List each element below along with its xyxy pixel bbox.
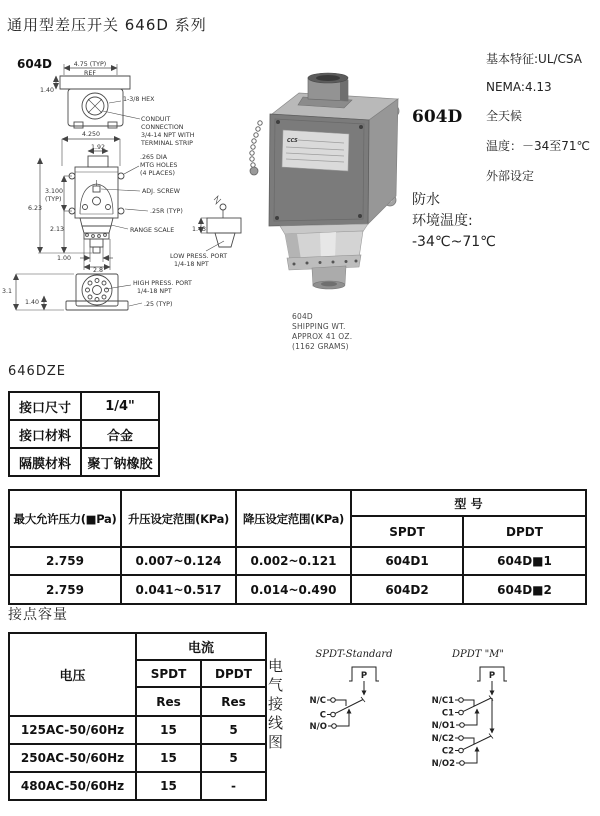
table-row — [9, 716, 266, 744]
header-rise-range: 升压设定范围(KPa) — [121, 490, 236, 547]
dim-3100-typ: (TYP) — [45, 196, 62, 203]
dim-ref: REF — [84, 70, 96, 77]
dim-140-bottom: 1.40 — [25, 299, 40, 306]
header-res: Res — [136, 687, 201, 716]
feature-item: 全天候 — [486, 109, 523, 123]
spdt-diagram-title: SPDT-Standard — [315, 649, 393, 660]
nameplate — [282, 130, 349, 171]
cell-voltage: 250AC-50/60Hz — [9, 744, 136, 772]
note-conduit-1: CONDUIT — [141, 116, 171, 123]
dim-140-top: 1.40 — [40, 87, 55, 94]
terminal-no1: N/O1 — [431, 721, 455, 731]
page-title: 通用型差压开关 646D 系列 — [7, 16, 207, 34]
spec-value: 1/4" — [81, 392, 159, 420]
cell-voltage: 125AC-50/60Hz — [9, 716, 136, 744]
caption-line: APPROX 41 OZ. — [292, 332, 353, 341]
cell: 604D■2 — [463, 575, 586, 604]
wiring-diagrams — [285, 642, 600, 777]
cell: 604D■1 — [463, 547, 586, 575]
spec-label: 接口尺寸 — [9, 392, 81, 420]
note-adj-screw: ADJ. SCREW — [142, 188, 180, 195]
feature-item: 基本特征:UL/CSA — [486, 52, 582, 66]
cell: 5 — [201, 744, 266, 772]
dpdt-diagram-title: DPDT "M" — [451, 649, 505, 660]
cell: 5 — [201, 716, 266, 744]
note-range-scale: RANGE SCALE — [130, 227, 175, 234]
header-dpdt: DPDT — [463, 516, 586, 547]
ambient-value: -34℃~71℃ — [412, 234, 496, 250]
photo-model-label: 604D — [412, 107, 463, 127]
note-25typ: .25 (TYP) — [144, 301, 173, 308]
feature-item: NEMA:4.13 — [486, 80, 552, 94]
drawing-model-label: 604D — [17, 57, 53, 71]
table-row — [9, 448, 159, 476]
cell: 604D2 — [351, 575, 463, 604]
header-voltage: 电压 — [9, 633, 136, 716]
note-265-1: .265 DIA — [140, 154, 168, 161]
table-row — [9, 547, 586, 575]
dpdt-p-label: P — [488, 671, 496, 681]
dim-475: 4.75 (TYP) — [73, 61, 107, 68]
table-row — [9, 490, 586, 516]
note-265-2: MTG HOLES — [140, 162, 178, 169]
dim-31: 3.1 — [2, 288, 13, 295]
wiring-diagram-vertical-label: 电气接线图 — [266, 658, 284, 753]
note-conduit-2: CONNECTION — [141, 124, 184, 131]
terminal-c2: C2 — [441, 746, 454, 757]
cell: 604D1 — [351, 547, 463, 575]
cell: 0.041~0.517 — [121, 575, 236, 604]
note-conduit-3: 3/4-14 NPT WITH — [141, 132, 195, 139]
note-low-press-2: 1/4-18 NPT — [174, 261, 209, 268]
table-row — [9, 633, 266, 660]
contact-table — [8, 632, 267, 801]
dim-3100: 3.100 — [45, 188, 64, 195]
spdt-p-label: P — [360, 671, 368, 681]
header-model: 型 号 — [351, 490, 586, 516]
spec-label: 接口材料 — [9, 420, 81, 448]
dim-192: 1.92 — [90, 144, 106, 151]
cell-voltage: 480AC-50/60Hz — [9, 772, 136, 800]
cell: 15 — [136, 744, 201, 772]
note-conduit-4: TERMINAL STRIP — [141, 140, 193, 147]
cell: 0.007~0.124 — [121, 547, 236, 575]
terminal-nc1: N/C1 — [431, 696, 454, 706]
note-hex: 1-3/8 HEX — [123, 96, 155, 103]
table-row — [9, 575, 586, 604]
cell: 0.014~0.490 — [236, 575, 351, 604]
header-max-pressure: 最大允许压力(■Pa) — [9, 490, 121, 547]
note-high-press-1: HIGH PRESS. PORT — [133, 280, 192, 287]
spec-label: 隔膜材料 — [9, 448, 81, 476]
dim-28: 2.8 — [93, 267, 104, 274]
feature-item: 外部设定 — [486, 169, 535, 183]
photo-caption — [292, 312, 352, 352]
table-row — [9, 744, 266, 772]
caption-line: SHIPPING WT. — [292, 322, 346, 331]
table-row — [9, 420, 159, 448]
header-spdt: SPDT — [351, 516, 463, 547]
spec-table — [8, 391, 160, 477]
terminal-nc2: N/C2 — [431, 734, 454, 744]
header-spdt: SPDT — [136, 660, 201, 687]
dim-143: 1.43 — [192, 226, 207, 233]
dim-100: 1.00 — [57, 255, 72, 262]
cell: 0.002~0.121 — [236, 547, 351, 575]
spec-section-title: 646DZE — [8, 364, 66, 379]
cell: 15 — [136, 772, 201, 800]
product-photo — [244, 70, 406, 292]
waterproof-label: 防水 — [412, 192, 440, 208]
cell: 15 — [136, 716, 201, 744]
terminal-c1: C1 — [441, 708, 454, 719]
note-high-press-2: 1/4-18 NPT — [137, 288, 172, 295]
note-25r: .25R (TYP) — [150, 208, 183, 215]
technical-drawing — [0, 50, 258, 350]
note-265-3: (4 PLACES) — [140, 170, 175, 177]
header-res: Res — [201, 687, 266, 716]
dim-623: 6.23 — [28, 205, 43, 212]
caption-line: 604D — [292, 312, 313, 321]
ambient-label: 环境温度: — [412, 213, 473, 229]
chain-cap — [250, 167, 258, 175]
table-row — [9, 772, 266, 800]
spec-value: 合金 — [81, 420, 159, 448]
terminal-no2: N/O2 — [431, 759, 455, 769]
spec-value: 聚丁钠橡胶 — [81, 448, 159, 476]
dim-4250: 4.250 — [81, 131, 101, 138]
feature-item: 温度：－34至71℃ — [486, 139, 591, 153]
header-current: 电流 — [136, 633, 266, 660]
terminal-nc: N/C — [309, 696, 326, 706]
note-low-press-1: LOW PRESS. PORT — [170, 253, 228, 260]
feature-list — [486, 50, 590, 197]
dim-213: 2.13 — [50, 226, 65, 233]
contact-section-title: 接点容量 — [8, 607, 68, 623]
cell: 2.759 — [9, 547, 121, 575]
header-fall-range: 降压设定范围(KPa) — [236, 490, 351, 547]
cell: 2.759 — [9, 575, 121, 604]
brand-text: CCS — [287, 138, 298, 144]
cell: - — [201, 772, 266, 800]
terminal-no: N/O — [309, 722, 327, 732]
caption-line: (1162 GRAMS) — [292, 342, 349, 351]
table-row — [9, 392, 159, 420]
environment-block — [412, 190, 496, 253]
header-dpdt: DPDT — [201, 660, 266, 687]
range-table — [8, 489, 587, 605]
terminal-c: C — [319, 710, 326, 721]
